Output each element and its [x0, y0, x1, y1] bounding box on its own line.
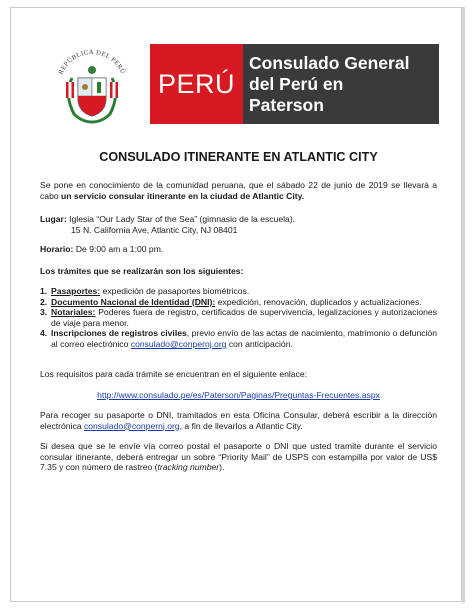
envio-italic: tracking number	[157, 462, 220, 473]
tramites-heading: Los trámites que se realizarán son los siguientes:	[40, 266, 244, 276]
intro-paragraph	[40, 180, 437, 201]
email-link[interactable]: consulado@conpernj.org	[83, 420, 180, 431]
brand-line-1: Consulado General	[249, 52, 410, 73]
list-number: 4.	[40, 328, 48, 339]
list-item	[40, 328, 437, 349]
list-label: Notariales:	[51, 307, 96, 318]
intro-bold: un servicio consular itinerante en la ciudad de Atlantic City.	[61, 190, 305, 201]
recoger-tail: , a fin de llevarlos a Atlantic City.	[179, 420, 303, 431]
list-item	[40, 286, 437, 297]
list-number: 2.	[40, 296, 48, 307]
coat-of-arms-icon	[42, 40, 142, 128]
lugar-line-2: 15 N. California Ave, Atlantic City, NJ 08401	[71, 224, 238, 235]
list-label: Pasaportes:	[51, 286, 101, 296]
horario-label: Horario:	[40, 244, 74, 254]
list-item	[40, 297, 437, 308]
brand-peru-block: PERÚ	[150, 44, 243, 124]
page-title: CONSULADO ITINERANTE EN ATLANTIC CITY	[99, 150, 378, 164]
list-label: Documento Nacional de Identidad (DNI):	[51, 296, 216, 307]
list-label: Inscripciones de registros civiles	[51, 328, 187, 339]
tramites-list	[40, 286, 437, 350]
email-link[interactable]: consulado@conpernj.org	[130, 338, 227, 349]
brand-consulate-block	[243, 44, 439, 124]
letterhead	[42, 38, 442, 128]
list-number: 1.	[40, 286, 48, 296]
list-tail: con anticipación.	[226, 338, 293, 349]
lugar-line-1: Iglesia “Our Lady Star of the Sea” (gimnasio de la escuela).	[69, 214, 296, 224]
list-item	[40, 307, 437, 328]
requisitos-text: Los requisitos para cada trámite se encuentran en el siguiente enlace:	[40, 369, 308, 379]
horario-value: De 9:00 am a 1:00 pm.	[75, 244, 164, 254]
faq-link[interactable]: http://www.consulado.pe/es/Paterson/Paginas/Preguntas-Frecuentes.aspx	[97, 390, 380, 400]
intro-text: Se pone en conocimiento de la comunidad peruana, que el sábado 22 de junio de 2019 se llevará a cabo	[40, 180, 437, 201]
brand-line-3: Paterson	[249, 94, 324, 115]
seal-text: REPÚBLICA DEL PERÚ	[57, 48, 127, 76]
list-number: 3.	[40, 307, 48, 318]
lugar-label: Lugar:	[40, 214, 67, 224]
list-text: Poderes fuera de registro, certificados de supervivencia, legalizaciones y autorizaciones de viaje para menor.	[51, 307, 437, 328]
document-shadow	[462, 7, 465, 603]
recoger-paragraph	[40, 410, 437, 431]
list-text: expedición de pasaportes biométricos.	[100, 286, 250, 296]
lugar-block	[40, 214, 437, 235]
horario-block	[40, 244, 437, 255]
requisitos-link-row	[40, 390, 437, 401]
recoger-text: Para recoger su pasaporte o DNI, tramitados en esta Oficina Consular, deberá escribir a la dirección electrónica	[40, 410, 437, 431]
envio-paragraph	[40, 441, 437, 473]
list-text: expedición, renovación, duplicados y actualizaciones.	[215, 296, 422, 307]
list-text: , previo envío de las actas de nacimiento, matrimonio o defunción al correo electrónico	[51, 328, 437, 349]
envio-text: Si desea que se le envíe vía correo postal el pasaporte o DNI que usted tramite durante el servicio consular itinerante, deberá entregar un sobre “Priority Mail” de USPS con estampilla por valor de US$ 7.35 y con número de rastreo (	[40, 441, 437, 473]
brand-line-2: del Perú en	[249, 73, 344, 94]
envio-end: ).	[219, 462, 225, 473]
